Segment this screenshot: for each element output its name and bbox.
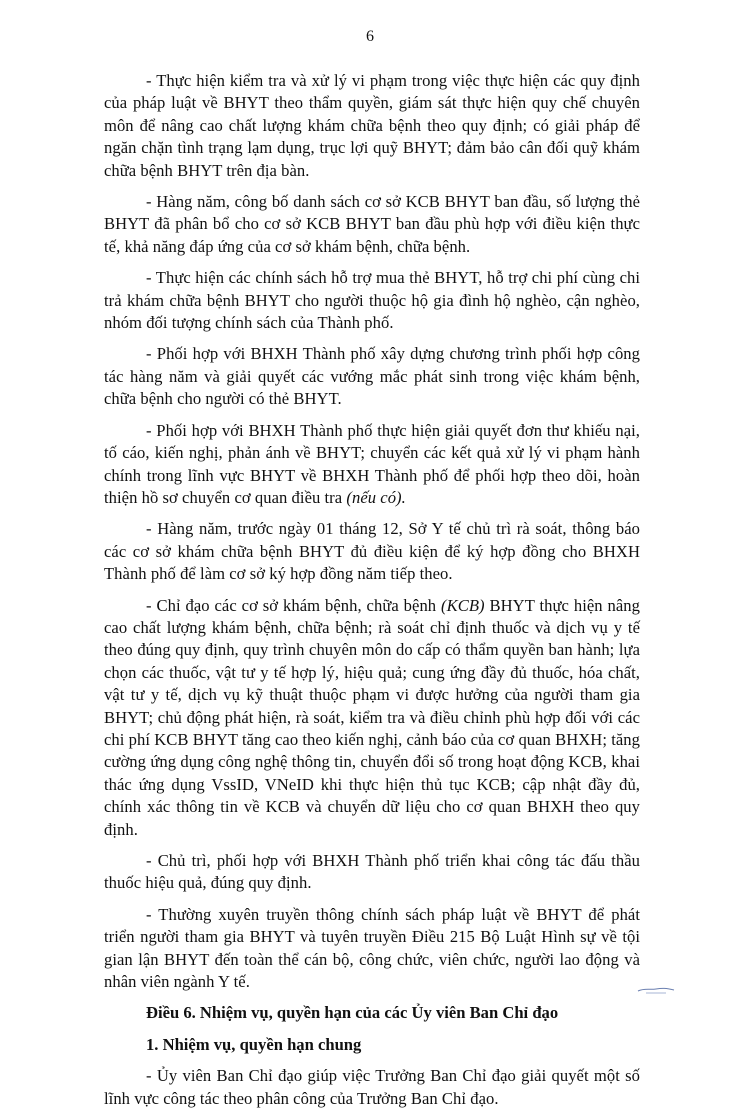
complaints-text: - Phối hợp với BHXH Thành phố thực hiện giải quyết đơn thư khiếu nại, tố cáo, kiến nghị, phản ánh về BHYT; chuyển các kết quả xử lý vi phạm hành chính trong lĩnh vực BHYT về BHXH Thành phố để phối hợp theo dõi, hoàn thiện hồ sơ chuyển cơ quan điều tra [104, 420, 640, 507]
section-heading: 1. Nhiệm vụ, quyền hạn chung [146, 1034, 362, 1054]
direct-facilities-abbr: (KCB) [441, 595, 485, 615]
direct-facilities-text-1: - Chỉ đạo các cơ sở khám bệnh, chữa bệnh [146, 595, 442, 615]
document-body [104, 70, 640, 1119]
complaints-italic-note: (nếu có). [346, 487, 406, 507]
paragraph-complaints [104, 420, 640, 510]
direct-facilities-text-2: BHYT thực hiện nâng cao chất lượng khám bệnh, chữa bệnh; rà soát chỉ định thuốc và dịch vụ y tế theo đúng quy định, quy trình chuyên môn do cấp có thẩm quyền ban hành; lựa chọn các thuốc, vật tư y tế hợp lý, hiệu quả; cung ứng đầy đủ thuốc, hóa chất, vật tư y tế, dịch vụ kỹ thuật thuộc phạm vi được hưởng của người tham gia BHYT; chủ động phát hiện, rà soát, kiểm tra và điều chỉnh phù hợp đối với các chi phí KCB BHYT tăng cao theo kiến nghị, cảnh báo của cơ quan BHXH; tăng cường ứng dụng công nghệ thông tin, chuyển đổi số trong hoạt động KCB, khai thác ứng dụng VssID, VNeID khi thực hiện thủ tục KCB; cập nhật đầy đủ, chính xác thông tin về KCB và chuyển dữ liệu cho cơ quan BHXH theo quy định. [104, 595, 640, 839]
page-number: 6 [366, 28, 374, 45]
paragraph-drug-tender: - Chủ trì, phối hợp với BHXH Thành phố triển khai công tác đấu thầu thuốc hiệu quả, đúng quy định. [104, 851, 640, 893]
paragraph-annual-announcement: - Hàng năm, công bố danh sách cơ sở KCB BHYT ban đầu, số lượng thẻ BHYT đã phân bổ cho cơ sở KCB BHYT ban đầu phù hợp với điều kiện thực tế, khả năng đáp ứng của cơ sở khám bệnh, chữa bệnh. [104, 192, 640, 256]
paragraph-direct-facilities [104, 595, 640, 841]
paragraph-coordination-program: - Phối hợp với BHXH Thành phố xây dựng chương trình phối hợp công tác hàng năm và giải quyết các vướng mắc phát sinh trong việc khám bệnh, chữa bệnh cho người có thẻ BHYT. [104, 344, 640, 409]
paragraph-inspection: - Thực hiện kiểm tra và xử lý vi phạm trong việc thực hiện các quy định của pháp luật về BHYT theo thẩm quyền, giám sát thực hiện quy chế chuyên môn để nâng cao chất lượng khám chữa bệnh theo quy định; có giải pháp để ngăn chặn tình trạng lạm dụng, trục lợi quỹ BHYT; đảm bảo cân đối quỹ khám chữa bệnh BHYT trên địa bàn. [104, 71, 640, 180]
paragraph-support-policies: - Thực hiện các chính sách hỗ trợ mua thẻ BHYT, hỗ trợ chi phí cùng chi trả khám chữa bệnh BHYT cho người thuộc hộ gia đình hộ nghèo, cận nghèo, nhóm đối tượng chính sách của Thành phố. [104, 268, 640, 333]
initial-mark-icon [636, 982, 676, 996]
paragraph-contract-review: - Hàng năm, trước ngày 01 tháng 12, Sở Y tế chủ trì rà soát, thông báo các cơ sở khám chữa bệnh BHYT đủ điều kiện để ký hợp đồng cho BHXH Thành phố để làm cơ sở ký hợp đồng năm tiếp theo. [104, 519, 640, 584]
paragraph-members-role: - Ủy viên Ban Chỉ đạo giúp việc Trưởng Ban Chỉ đạo giải quyết một số lĩnh vực công tác theo phân công của Trưởng Ban Chỉ đạo. [104, 1066, 640, 1108]
paragraph-communication: - Thường xuyên truyền thông chính sách pháp luật về BHYT để phát triển người tham gia BHYT và tuyên truyền Điều 215 Bộ Luật Hình sự về tội gian lận BHYT đến toàn thể cán bộ, công chức, viên chức, người lao động và nhân viên ngành Y tế. [104, 904, 640, 992]
article-heading: Điều 6. Nhiệm vụ, quyền hạn của các Ủy viên Ban Chỉ đạo [146, 1003, 559, 1023]
